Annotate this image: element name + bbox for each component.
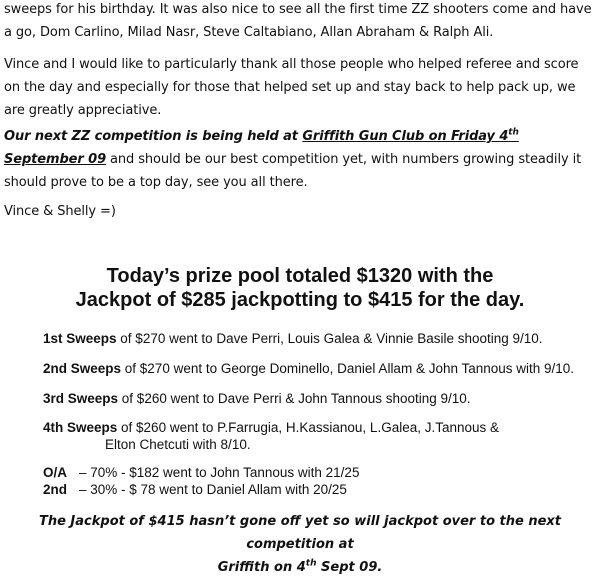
overall-label: 2nd xyxy=(43,482,68,497)
sweeps-label: 2nd Sweeps xyxy=(43,361,122,376)
paragraph-thanks: Vince and I would like to particularly thank all those people who helped referee and score on the day and especially for those that helped set up and stay back to help pack up, we are greatly appreciative. xyxy=(4,57,579,118)
sweeps-text: of $270 went to George Dominello, Daniel Allam & John Tannous with 9/10. xyxy=(121,361,575,376)
sweeps-label: 4th Sweeps xyxy=(43,420,118,435)
signoff: Vince & Shelly =) xyxy=(4,204,116,219)
sweeps-item xyxy=(43,419,593,453)
sweeps-label: 3rd Sweeps xyxy=(43,391,119,406)
prize-pool-heading xyxy=(0,264,600,312)
overall-item xyxy=(43,481,593,498)
sweeps-text-continued: Elton Chetcuti with 8/10. xyxy=(105,437,251,452)
sweeps-text: of $260 went to Dave Perri & John Tannous shooting 9/10. xyxy=(118,391,471,406)
next-competition-venue: Griffith Gun Club on Friday 4th September 09 xyxy=(4,127,519,167)
overall-label: O/A xyxy=(43,465,68,480)
next-competition-rest: and should be our best competition yet, with numbers growing steadily it should prove to be a top day, see you all there. xyxy=(4,152,582,190)
overall-text: – 30% - $ 78 went to Daniel Allam with 20/25 xyxy=(79,482,347,497)
paragraph-next-competition xyxy=(4,125,594,194)
paragraph-birthday: sweeps for his birthday. It was also nice to see all the first time ZZ shooters come and have a go, Dom Carlino, Milad Nasr, Steve Caltabiano, Allan Abraham & Ralph Ali. xyxy=(4,2,592,40)
overall-item xyxy=(43,464,593,481)
sweeps-label: 1st Sweeps xyxy=(43,331,117,346)
overall-text: – 70% - $182 went to John Tannous with 21/25 xyxy=(79,465,360,480)
sweeps-text: of $260 went to P.Farrugia, H.Kassianou, L.Galea, J.Tannous & xyxy=(117,420,500,435)
next-competition-lead: Our next ZZ competition is being held at xyxy=(4,129,303,144)
sweeps-text: of $270 went to Dave Perri, Louis Galea & Vinnie Basile shooting 9/10. xyxy=(116,331,543,346)
sweeps-item xyxy=(43,330,593,347)
jackpot-note-line1: The Jackpot of $415 hasn’t gone off yet so will jackpot over to the next competition at xyxy=(38,514,562,552)
jackpot-note-line2: Griffith on 4th Sept 09. xyxy=(217,558,383,575)
jackpot-note xyxy=(0,510,600,579)
prize-pool-heading-line1: Today’s prize pool totaled $1320 with the xyxy=(106,265,494,287)
sweeps-item xyxy=(43,390,593,407)
sweeps-item xyxy=(43,360,593,377)
prize-pool-heading-line2: Jackpot of $285 jackpotting to $415 for the day. xyxy=(75,289,525,311)
